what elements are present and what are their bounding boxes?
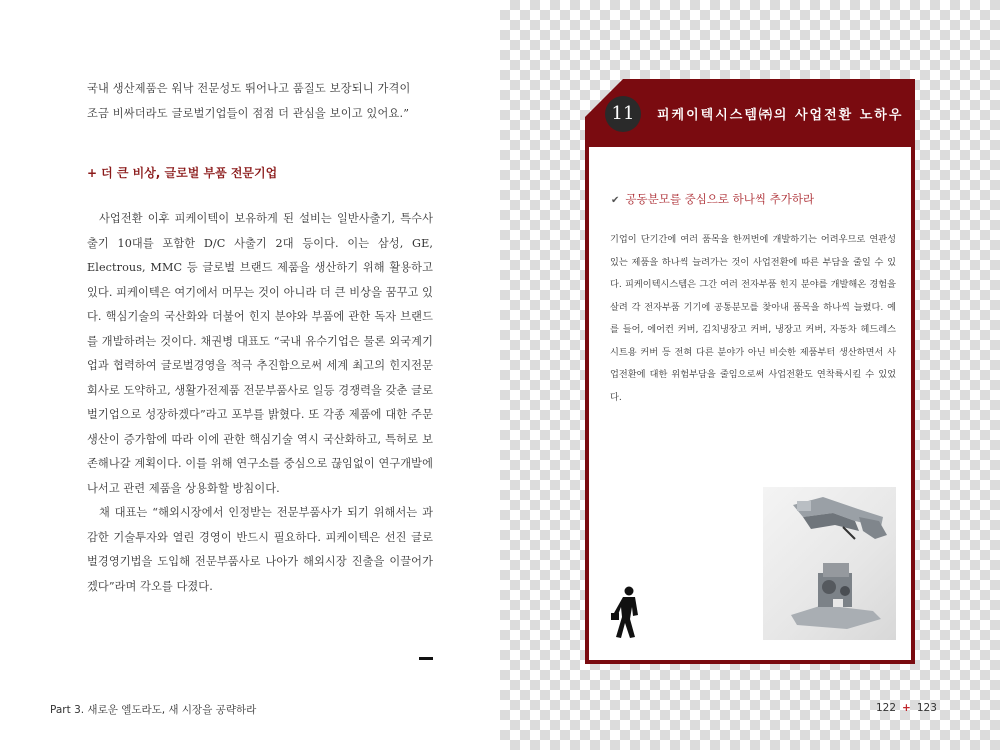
- section-heading: [87, 164, 277, 181]
- intro-paragraph: [87, 76, 433, 126]
- page-separator: +: [902, 702, 911, 714]
- intro-line: 조금 비싸더라도 글로벌기업들이 점점 더 관심을 보이고 있어요.”: [87, 107, 410, 120]
- box-subhead-text: 공동분모를 중심으로 하나씩 추가하라: [625, 192, 815, 206]
- running-footer: Part 3. 새로운 엘도라도, 새 시장을 공략하라: [50, 704, 257, 716]
- box-body-text: 기업이 단기간에 여러 품목을 한꺼번에 개발하기는 어려우므로 연관성 있는 제품을 하나씩 늘려가는 것이 사업전환에 따른 부담을 줄일 수 있다. 피케이텍시스템은 그간 여러 전자부품 힌지 분야를 개발해온 경험을 살려 각 전자부품 기기에 공통분모를 찾아내 품목을 하나씩 늘렸다. 예를 들어, 에어컨 커버, 김치냉장고 커버, 냉장고 커버, 자동차 헤드레스 시트용 커버 등 전혀 다른 분야가 아닌 비슷한 제품부터 생산하면서 사업전환에 대한 위험부담을 줄임으로써 사업전환도 연착륙시킬 수 있었다.: [610, 234, 896, 403]
- box-subhead: [611, 191, 814, 207]
- box-title: 피케이텍시스템㈜의 사업전환 노하우: [657, 108, 904, 123]
- intro-line: 국내 생산제품은 워낙 전문성도 뛰어나고 품질도 보장되니 가격이: [87, 82, 411, 95]
- hinge-parts-photo: [763, 487, 896, 640]
- body-paragraph: 사업전환 이후 피케이텍이 보유하게 된 설비는 일반사출기, 특수사출기 10대를 포함한 D/C 사출기 2대 등이다. 이는 삼성, GE, Electrous, MMC 등 글로벌 브랜드 제품을 생산하기 위해 활용하고 있다. 피케이텍은 여기에서 머무는 것이 아니라 더 큰 비상을 꿈꾸고 있다. 핵심기술의 국산화와 더불어 힌지 분야와 부품에 관한 독자 브랜드를 개발하려는 것이다. 채권병 대표도 “국내 유수기업은 물론 외국계기업과 협력하여 글로벌경영을 적극 추진함으로써 세계 최고의 힌지전문회사로 도약하고, 생활가전제품 전문부품사로 일등 경쟁력을 갖춘 글로벌기업으로 성장하겠다”라고 포부를 밝혔다. 또 각종 제품에 대한 주문생산이 증가함에 따라 이에 관한 핵심기술 역시 국산화하고, 특허로 보존해나갈 계획이다. 이를 위해 연구소를 중심으로 끊임없이 연구개발에 나서고 관련 제품을 상용화할 방침이다.: [87, 212, 433, 495]
- page-numbers: [876, 702, 937, 714]
- hinge-parts-illustration: [763, 487, 896, 640]
- page-number-right: 123: [916, 702, 937, 714]
- page-number-left: 122: [876, 702, 897, 714]
- knowhow-box: [585, 79, 915, 664]
- body-text: [87, 207, 433, 599]
- end-mark: [419, 657, 433, 660]
- walking-businessman-icon: [607, 585, 647, 641]
- section-heading-text: 더 큰 비상, 글로벌 부품 전문기업: [101, 166, 278, 180]
- box-number-badge: 11: [605, 96, 641, 132]
- check-icon: ✔: [611, 195, 620, 206]
- body-paragraph: 채 대표는 “해외시장에서 인정받는 전문부품사가 되기 위해서는 과감한 기술투자와 열린 경영이 반드시 필요하다. 피케이텍은 선진 글로벌경영기법을 도입해 전문부품사로 나아가 해외시장 진출을 이끌어가겠다”라며 각오를 다졌다.: [87, 506, 433, 593]
- plus-marker: +: [87, 166, 98, 180]
